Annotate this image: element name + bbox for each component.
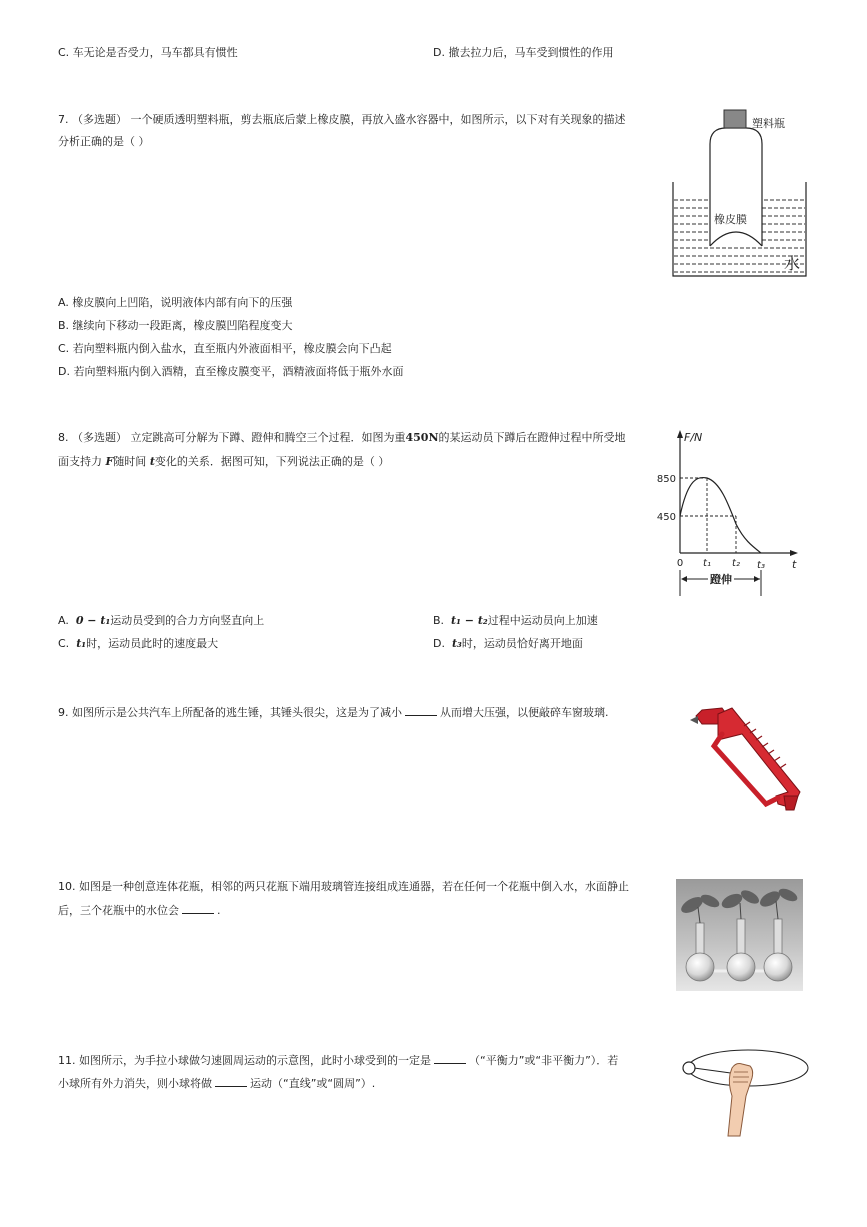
q7-option-d: D. 若向塑料瓶内倒入酒精，直至橡皮膜变平，酒精液面将低于瓶外水面 xyxy=(58,365,404,378)
graph-phase-label: 蹬伸 xyxy=(710,573,732,586)
q10-stem-line2: 后，三个花瓶中的水位会 . xyxy=(58,904,221,917)
graph-x-label: t xyxy=(792,558,797,571)
graph-tick-t1: t₁ xyxy=(703,558,711,569)
q7-label-water: 水 xyxy=(784,254,801,273)
graph-tick-t2: t₂ xyxy=(732,558,740,569)
q8-force-time-graph xyxy=(652,428,802,598)
q7-option-c: C. 若向塑料瓶内倒入盐水，直至瓶内外液面相平，橡皮膜会向下凸起 xyxy=(58,342,392,355)
q11-stem-line2: 小球所有外力消失，则小球将做 运动（“直线”或“圆周”）. xyxy=(58,1077,376,1090)
graph-tick-450: 450 xyxy=(656,512,676,523)
q7-option-a: A. 橡皮膜向上凹陷，说明液体内部有向下的压强 xyxy=(58,296,293,309)
q7-label-bottle: 塑料瓶 xyxy=(752,117,785,130)
graph-tick-t3: t₃ xyxy=(757,560,765,571)
q7-label-membrane: 橡皮膜 xyxy=(714,213,747,226)
graph-tick-0: 0 xyxy=(676,558,684,569)
q11-stem-line1: 11. 如图所示，为手拉小球做匀速圆周运动的示意图，此时小球受到的一定是 （“平衡力”或“非平衡力”）．若 xyxy=(58,1054,619,1067)
q7-stem-line2: 分析正确的是（ ） xyxy=(58,135,150,148)
graph-y-label: F/N xyxy=(684,431,703,444)
q8-option-c: C. t₁时，运动员此时的速度最大 xyxy=(58,637,219,650)
hand-ball-circular-motion-figure xyxy=(680,1044,810,1139)
q8-option-d: D. t₃时，运动员恰好离开地面 xyxy=(433,637,583,650)
graph-tick-850: 850 xyxy=(656,474,676,485)
q8-stem-line2: 面支持力 F随时间 t变化的关系．据图可知，下列说法正确的是（ ） xyxy=(58,455,390,468)
q11-answer-blank-1[interactable] xyxy=(434,1053,466,1064)
vase-photo xyxy=(676,879,803,991)
q6-option-c: C. 车无论是否受力，马车都具有惯性 xyxy=(58,46,238,59)
q8-option-b: B. t₁ − t₂过程中运动员向上加速 xyxy=(433,614,598,627)
q9-stem: 9. 如图所示是公共汽车上所配备的逃生锤，其锤头很尖，这是为了减小 从而增大压强，以便敲碎车窗玻璃. xyxy=(58,706,609,719)
q11-answer-blank-2[interactable] xyxy=(215,1076,247,1087)
q8-stem-line1: 8. （多选题） 立定跳高可分解为下蹲、蹬伸和腾空三个过程．如图为重450N的某运动员下蹲后在蹬伸过程中所受地 xyxy=(58,431,626,444)
q9-answer-blank[interactable] xyxy=(405,705,437,716)
q7-stem-line1: 7. （多选题） 一个硬质透明塑料瓶，剪去瓶底后蒙上橡皮膜，再放入盛水容器中，如图所示，以下对有关现象的描述 xyxy=(58,113,626,126)
q8-option-a: A. 0 − t₁运动员受到的合力方向竖直向上 xyxy=(58,614,265,627)
q6-option-d: D. 撤去拉力后，马车受到惯性的作用 xyxy=(433,46,614,59)
escape-hammer-image xyxy=(688,700,803,815)
q10-answer-blank[interactable] xyxy=(182,903,214,914)
q10-stem-line1: 10. 如图是一种创意连体花瓶，相邻的两只花瓶下端用玻璃管连接组成连通器，若在任何一个花瓶中倒入水，水面静止 xyxy=(58,880,629,893)
q7-option-b: B. 继续向下移动一段距离，橡皮膜凹陷程度变大 xyxy=(58,319,293,332)
